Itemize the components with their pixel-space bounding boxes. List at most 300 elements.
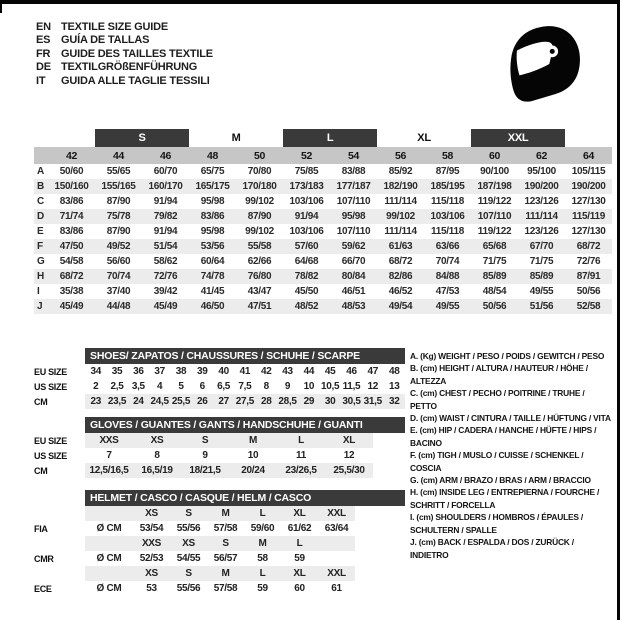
helmet-title-row: [34, 490, 405, 506]
diameter-cm-label: Ø CM: [96, 553, 122, 564]
shoe-size-cell: 36: [133, 366, 144, 377]
gloves-eu-row: [34, 433, 405, 448]
measure-cell: 45/50: [294, 286, 319, 297]
measure-cell: 190/200: [524, 181, 559, 192]
measure-cell: 70/74: [435, 256, 460, 267]
glove-size-cell: M: [248, 435, 258, 446]
measure-cell: 123/126: [524, 226, 559, 237]
shoe-size-cell: 4: [157, 381, 163, 392]
shoe-size-cell: 10: [303, 381, 315, 392]
measure-cell: 55/58: [247, 241, 272, 252]
legend-item: J. (cm) BACK / ESPALDA / DOS / ZURÜCK / INDIETRO: [410, 537, 574, 560]
measure-cell: 119/122: [477, 196, 512, 207]
measure-cell: 68/72: [576, 241, 601, 252]
measure-cell: 65/68: [482, 241, 507, 252]
measure-cell: 70/80: [247, 166, 272, 177]
measure-cell: 85/92: [388, 166, 413, 177]
measure-cell: 46/52: [388, 286, 413, 297]
shoes-eu-row: [34, 364, 405, 379]
measure-cell: 185/195: [430, 181, 465, 192]
measure-cell: 56/60: [106, 256, 131, 267]
measure-cell: 85/89: [529, 271, 554, 282]
measure-cell: 111/114: [384, 226, 417, 237]
size-column-header: 42: [48, 147, 95, 164]
helmet-size-header-cell: L: [259, 508, 266, 519]
helmet-size-header-cell: XS: [182, 538, 195, 549]
measure-cell: 63/66: [435, 241, 460, 252]
measure-cell: 95/98: [200, 196, 225, 207]
left-frame-stub: [0, 0, 2, 13]
helmet-cmr-values-row: [34, 551, 405, 566]
size-band-s: S: [95, 129, 189, 147]
legend-item: G. (cm) ARM / BRAZO / BRAS / ARM / BRACCIO: [410, 475, 591, 486]
measure-row-e: [34, 224, 612, 239]
measure-cell: 58/62: [153, 256, 178, 267]
legend-item: H. (cm) INSIDE LEG / ENTREPIERNA / FOURCHE / SCHRITT / FORCELLA: [410, 487, 600, 510]
glove-size-cell: 8: [154, 450, 160, 461]
shoes-size-table: [34, 348, 405, 409]
shoe-size-cell: 39: [197, 366, 208, 377]
measure-cell: 78/82: [294, 271, 319, 282]
shoe-size-cell: 28: [260, 396, 272, 407]
measure-cell: 123/126: [524, 196, 559, 207]
helmet-size-header-cell: M: [221, 508, 230, 519]
measure-cell: 64/68: [294, 256, 319, 267]
shoe-size-cell: 27: [218, 396, 229, 407]
measure-cell: 66/70: [341, 256, 366, 267]
glove-size-cell: 25,5/30: [333, 465, 365, 476]
measure-cell: 83/88: [341, 166, 366, 177]
measure-cell: 47/51: [247, 301, 272, 312]
helmet-fia-sizes-row: [34, 506, 405, 521]
glove-size-cell: 20/24: [241, 465, 265, 476]
shoes-cm-row: [34, 394, 405, 409]
measure-cell: 52/58: [576, 301, 601, 312]
glove-size-cell: 11: [296, 450, 306, 461]
helmet-size-cell: 53: [146, 583, 157, 594]
top-frame-bar: [0, 0, 620, 4]
shoe-size-cell: 48: [388, 366, 400, 377]
helmet-size-cell: 54/55: [176, 553, 201, 564]
shoe-size-cell: 24,5: [150, 396, 169, 407]
helmet-size-header-cell: S: [185, 568, 192, 579]
row-label-eu-size: EU SIZE: [34, 433, 85, 448]
measure-cell: 46/50: [200, 301, 225, 312]
measure-cell: 44/48: [106, 301, 131, 312]
shoe-size-cell: 2: [93, 381, 99, 392]
shoe-size-cell: 30: [324, 396, 336, 407]
helmet-size-cell: 59: [257, 583, 268, 594]
glove-size-cell: S: [201, 435, 209, 446]
measure-cell: 60/64: [200, 256, 225, 267]
measure-cell: 87/90: [106, 226, 131, 237]
shoe-size-cell: 42: [260, 366, 272, 377]
measure-row-i: [34, 284, 612, 299]
shoe-size-cell: 47: [367, 366, 379, 377]
size-band-xxl: XXL: [471, 129, 565, 147]
glove-size-cell: 23/26,5: [285, 465, 317, 476]
measure-cell: 85/89: [482, 271, 507, 282]
measure-cell: 95/100: [527, 166, 556, 177]
language-code: FR: [36, 47, 51, 60]
glove-size-cell: 9: [202, 450, 208, 461]
helmet-size-table: [34, 490, 405, 596]
measure-cell: 99/102: [245, 226, 274, 237]
measure-cell: 76/80: [247, 271, 272, 282]
measure-cell: 103/106: [430, 211, 465, 222]
glove-size-cell: 18/21,5: [189, 465, 221, 476]
language-row-it: [36, 75, 213, 88]
measure-cell: 150/160: [54, 181, 89, 192]
glove-size-cell: L: [298, 435, 304, 446]
measure-cell: 71/75: [482, 256, 507, 267]
measure-cell: 84/88: [435, 271, 460, 282]
shoe-size-cell: 11,5: [342, 381, 361, 392]
measure-cell: 68/72: [59, 271, 84, 282]
measure-cell: 50/56: [482, 301, 507, 312]
shoe-size-cell: 8: [263, 381, 269, 392]
measure-cell: 46/51: [341, 286, 366, 297]
glove-size-cell: 7: [106, 450, 112, 461]
helmet-size-cell: 55/56: [176, 523, 201, 534]
measure-row-label: J: [37, 301, 43, 312]
measure-cell: 111/114: [384, 196, 417, 207]
measure-cell: 43/47: [247, 286, 272, 297]
measure-cell: 72/76: [153, 271, 178, 282]
measure-cell: 103/106: [289, 226, 324, 237]
helmet-size-cell: 55/56: [176, 583, 201, 594]
shoe-size-cell: 6,5: [217, 381, 231, 392]
measure-row-label: F: [37, 241, 43, 252]
measure-row-label: H: [37, 271, 44, 282]
helmet-size-header-cell: L: [259, 568, 266, 579]
language-code: ES: [36, 34, 51, 47]
helmet-size-cell: 57/58: [213, 523, 238, 534]
size-band-m: M: [231, 132, 241, 144]
measure-cell: 83/86: [59, 226, 84, 237]
glove-size-cell: 12: [343, 450, 355, 461]
racing-helmet-icon: [501, 17, 585, 111]
gloves-title-row: [34, 417, 405, 433]
measure-cell: 47/50: [59, 241, 84, 252]
helmet-size-header-cell: L: [296, 538, 303, 549]
row-label-us-size: US SIZE: [34, 379, 85, 394]
measure-cell: 45/49: [153, 301, 178, 312]
size-column-header: 62: [518, 147, 565, 164]
measure-cell: 160/170: [148, 181, 183, 192]
measure-cell: 103/106: [289, 196, 324, 207]
helmet-cmr-sizes-row: [34, 536, 405, 551]
row-label-cm: CM: [34, 463, 85, 478]
measure-cell: 83/86: [200, 211, 225, 222]
helmet-size-header-cell: XL: [293, 568, 306, 579]
measure-cell: 49/55: [529, 286, 554, 297]
measure-cell: 87/90: [247, 211, 272, 222]
row-label-us-size: US SIZE: [34, 448, 85, 463]
language-row-de: [36, 61, 213, 74]
measure-row-label: I: [37, 286, 40, 297]
shoe-size-cell: 23,5: [107, 396, 127, 407]
measure-cell: 61/63: [388, 241, 413, 252]
measure-cell: 95/98: [341, 211, 366, 222]
shoe-size-cell: 2,5: [110, 381, 124, 392]
measure-cell: 71/74: [59, 211, 84, 222]
measure-cell: 49/52: [106, 241, 131, 252]
shoe-size-cell: 27,5: [235, 396, 255, 407]
measure-cell: 190/200: [571, 181, 606, 192]
measure-cell: 51/56: [529, 301, 554, 312]
helmet-size-cell: 57/58: [213, 583, 238, 594]
measure-cell: 127/130: [571, 226, 606, 237]
measure-cell: 65/75: [200, 166, 225, 177]
measure-cell: 75/78: [106, 211, 131, 222]
language-row-en: [36, 21, 213, 34]
measure-cell: 99/102: [386, 211, 415, 222]
measure-cell: 82/86: [388, 271, 413, 282]
measure-row-a: [34, 164, 612, 179]
measure-cell: 170/180: [242, 181, 277, 192]
shoe-size-cell: 38: [175, 366, 187, 377]
measure-row-label: E: [37, 226, 44, 237]
measure-cell: 47/53: [435, 286, 460, 297]
language-title: TEXTILE SIZE GUIDE: [61, 21, 169, 33]
textile-size-table: [34, 129, 612, 314]
measure-cell: 48/53: [341, 301, 366, 312]
helmet-ece-values-row: [34, 581, 405, 596]
shoe-size-cell: 31,5: [363, 396, 382, 407]
language-title: GUIDA ALLE TAGLIE TESSILI: [61, 74, 210, 87]
shoe-size-cell: 13: [388, 381, 400, 392]
helmet-size-header-cell: S: [222, 538, 229, 549]
glove-size-cell: 10: [247, 450, 259, 461]
helmet-size-header-cell: XXL: [327, 508, 346, 519]
measure-cell: 83/86: [59, 196, 84, 207]
shoe-size-cell: 3,5: [131, 381, 145, 392]
gloves-us-row: [34, 448, 405, 463]
language-title-list: [36, 21, 213, 88]
measure-cell: 35/38: [59, 286, 84, 297]
measure-cell: 165/175: [195, 181, 230, 192]
measure-cell: 55/65: [106, 166, 131, 177]
measure-row-c: [34, 194, 612, 209]
measure-cell: 79/82: [153, 211, 178, 222]
measure-cell: 60/70: [153, 166, 178, 177]
shoe-size-cell: 23: [90, 396, 101, 407]
measure-cell: 67/70: [529, 241, 554, 252]
shoe-size-cell: 10,5: [321, 381, 340, 392]
measure-row-h: [34, 269, 612, 284]
shoe-size-cell: 30,5: [342, 396, 361, 407]
language-row-es: [36, 34, 213, 47]
helmet-title: HELMET / CASCO / CASQUE / HELM / CASCO: [85, 490, 405, 506]
row-label-eu-size: EU SIZE: [34, 364, 85, 379]
row-label-cm: CM: [34, 394, 85, 409]
legend-item: E. (cm) HIP / CADERA / HANCHE / HÜFTE / HIPS / BACINO: [410, 425, 597, 448]
legend-item: I. (cm) SHOULDERS / HOMBROS / ÉPAULES / SCHULTERN / SPALLE: [410, 512, 584, 535]
shoe-size-cell: 24: [133, 396, 144, 407]
measure-cell: 70/74: [106, 271, 131, 282]
shoe-size-cell: 45: [324, 366, 336, 377]
row-label-fia: FIA: [34, 521, 85, 536]
measure-cell: 68/72: [388, 256, 413, 267]
shoe-size-cell: 28,5: [278, 396, 297, 407]
diameter-cm-label: Ø CM: [96, 523, 122, 534]
helmet-size-cell: [318, 551, 355, 566]
helmet-size-header-cell: XS: [145, 508, 158, 519]
helmet-size-cell: 60: [294, 583, 305, 594]
shoe-size-cell: 7,5: [238, 381, 252, 392]
legend-item: D. (cm) WAIST / CINTURA / TAILLE / HÜFTUNG / VITA: [410, 413, 611, 424]
glove-size-cell: XXS: [99, 435, 119, 446]
size-column-header: 44: [95, 147, 142, 164]
measure-row-label: A: [37, 166, 44, 177]
measure-cell: 48/54: [482, 286, 507, 297]
language-code: IT: [36, 74, 46, 87]
measure-cell: 39/42: [153, 286, 178, 297]
shoe-size-cell: 25,5: [171, 396, 191, 407]
helmet-size-header-cell: XS: [145, 568, 158, 579]
measure-cell: 107/110: [477, 211, 512, 222]
legend-item: F. (cm) TIGH / MUSLO / CUISSE / SCHENKEL / COSCIA: [410, 450, 584, 473]
measure-cell: 107/110: [336, 226, 371, 237]
shoe-size-cell: 35: [111, 366, 123, 377]
helmet-size-cell: 53/54: [139, 523, 164, 534]
shoe-size-cell: 6: [199, 381, 205, 392]
gloves-size-table: [34, 417, 405, 478]
measure-cell: 80/84: [341, 271, 366, 282]
helmet-size-header-cell: S: [185, 508, 192, 519]
measure-cell: 155/165: [101, 181, 136, 192]
measure-cell: 41/45: [200, 286, 225, 297]
shoe-size-cell: 43: [282, 366, 293, 377]
measure-cell: 115/118: [431, 196, 464, 207]
helmet-size-cell: 58: [257, 553, 268, 564]
size-column-header: 52: [283, 147, 330, 164]
shoes-title: SHOES/ ZAPATOS / CHAUSSURES / SCHUHE / SCARPE: [85, 348, 405, 364]
helmet-size-cell: 59: [294, 553, 305, 564]
language-title: GUIDE DES TAILLES TEXTILE: [61, 47, 213, 60]
measure-cell: 51/54: [153, 241, 178, 252]
shoe-size-cell: 40: [218, 366, 229, 377]
measure-cell: 45/49: [59, 301, 84, 312]
size-column-header: 50: [236, 147, 283, 164]
glove-size-cell: 16,5/19: [141, 465, 173, 476]
measure-cell: 50/60: [59, 166, 84, 177]
helmet-size-cell: 61: [331, 583, 342, 594]
measure-cell: 49/54: [388, 301, 413, 312]
size-column-header: 60: [471, 147, 518, 164]
shoe-size-cell: 12: [367, 381, 379, 392]
measure-row-j: [34, 299, 612, 314]
measure-cell: 53/56: [200, 241, 225, 252]
size-column-header: 64: [565, 147, 612, 164]
helmet-size-cell: 61/62: [287, 523, 312, 534]
helmet-ece-sizes-row: [34, 566, 405, 581]
size-column-header: 48: [189, 147, 236, 164]
measure-cell: 119/122: [477, 226, 512, 237]
measure-cell: 54/58: [59, 256, 84, 267]
measure-row-d: [34, 209, 612, 224]
helmet-size-cell: 56/57: [213, 553, 238, 564]
measure-cell: 115/119: [572, 211, 605, 222]
shoes-title-row: [34, 348, 405, 364]
shoes-us-row: [34, 379, 405, 394]
shoe-size-cell: 5: [178, 381, 184, 392]
legend-item: B. (cm) HEIGHT / ALTURA / HAUTEUR / HÖHE / ALTEZZA: [410, 363, 588, 386]
measure-cell: 72/76: [576, 256, 601, 267]
size-band-row: [34, 129, 612, 147]
row-label-cmr: CMR: [34, 551, 85, 566]
measure-cell: 187/198: [477, 181, 512, 192]
shoe-size-cell: 44: [303, 366, 315, 377]
size-column-header: 58: [424, 147, 471, 164]
measure-cell: 49/55: [435, 301, 460, 312]
glove-size-cell: 12,5/16,5: [89, 465, 129, 476]
helmet-fia-values-row: [34, 521, 405, 536]
helmet-size-header-cell: M: [258, 538, 267, 549]
measure-cell: 127/130: [571, 196, 606, 207]
language-code: DE: [36, 61, 51, 74]
measure-cell: 37/40: [106, 286, 131, 297]
measure-row-f: [34, 239, 612, 254]
language-title: TEXTILGRÖßENFÜHRUNG: [61, 61, 198, 74]
measure-cell: 182/190: [383, 181, 418, 192]
measure-cell: 87/95: [435, 166, 460, 177]
shoe-size-cell: 32: [388, 396, 400, 407]
size-column-header: 46: [142, 147, 189, 164]
helmet-size-cell: 63/64: [324, 523, 349, 534]
measure-cell: 91/94: [153, 226, 178, 237]
size-column-header: 56: [377, 147, 424, 164]
language-code: EN: [36, 21, 51, 33]
legend-item: A. (Kg) WEIGHT / PESO / POIDS / GEWITCH / PESO: [410, 351, 605, 361]
shoe-size-cell: 46: [346, 366, 357, 377]
measure-row-g: [34, 254, 612, 269]
diameter-cm-label: Ø CM: [96, 583, 122, 594]
measure-cell: 177/187: [336, 181, 371, 192]
measure-cell: 107/110: [336, 196, 371, 207]
measure-row-label: B: [37, 181, 44, 192]
helmet-size-cell: 52/53: [139, 553, 164, 564]
legend-item: C. (cm) CHEST / PECHO / POITRINE / TRUHE / PETTO: [410, 388, 585, 411]
measurement-legend: [410, 350, 612, 561]
measure-cell: 87/90: [106, 196, 131, 207]
size-band-xl: XL: [417, 132, 431, 144]
glove-size-cell: XL: [342, 435, 356, 446]
measure-cell: 75/85: [294, 166, 319, 177]
measure-cell: 90/100: [480, 166, 509, 177]
glove-size-cell: XS: [150, 435, 164, 446]
measure-cell: 71/75: [529, 256, 554, 267]
language-row-fr: [36, 48, 213, 61]
numeric-size-header-row: [34, 147, 612, 164]
helmet-size-header-cell: [318, 536, 355, 551]
measure-cell: 62/66: [247, 256, 272, 267]
measure-cell: 111/114: [525, 211, 558, 222]
measure-cell: 115/118: [431, 226, 464, 237]
helmet-size-header-cell: XXS: [141, 538, 162, 549]
measure-cell: 173/183: [289, 181, 324, 192]
helmet-size-header-cell: XL: [293, 508, 306, 519]
gloves-cm-row: [34, 463, 405, 478]
measure-cell: 57/60: [294, 241, 319, 252]
shoe-size-cell: 29: [303, 396, 315, 407]
shoe-size-cell: 9: [284, 381, 291, 392]
measure-row-label: D: [37, 211, 44, 222]
measure-row-label: G: [37, 256, 45, 267]
measure-cell: 99/102: [245, 196, 274, 207]
language-title: GUÍA DE TALLAS: [61, 34, 150, 47]
